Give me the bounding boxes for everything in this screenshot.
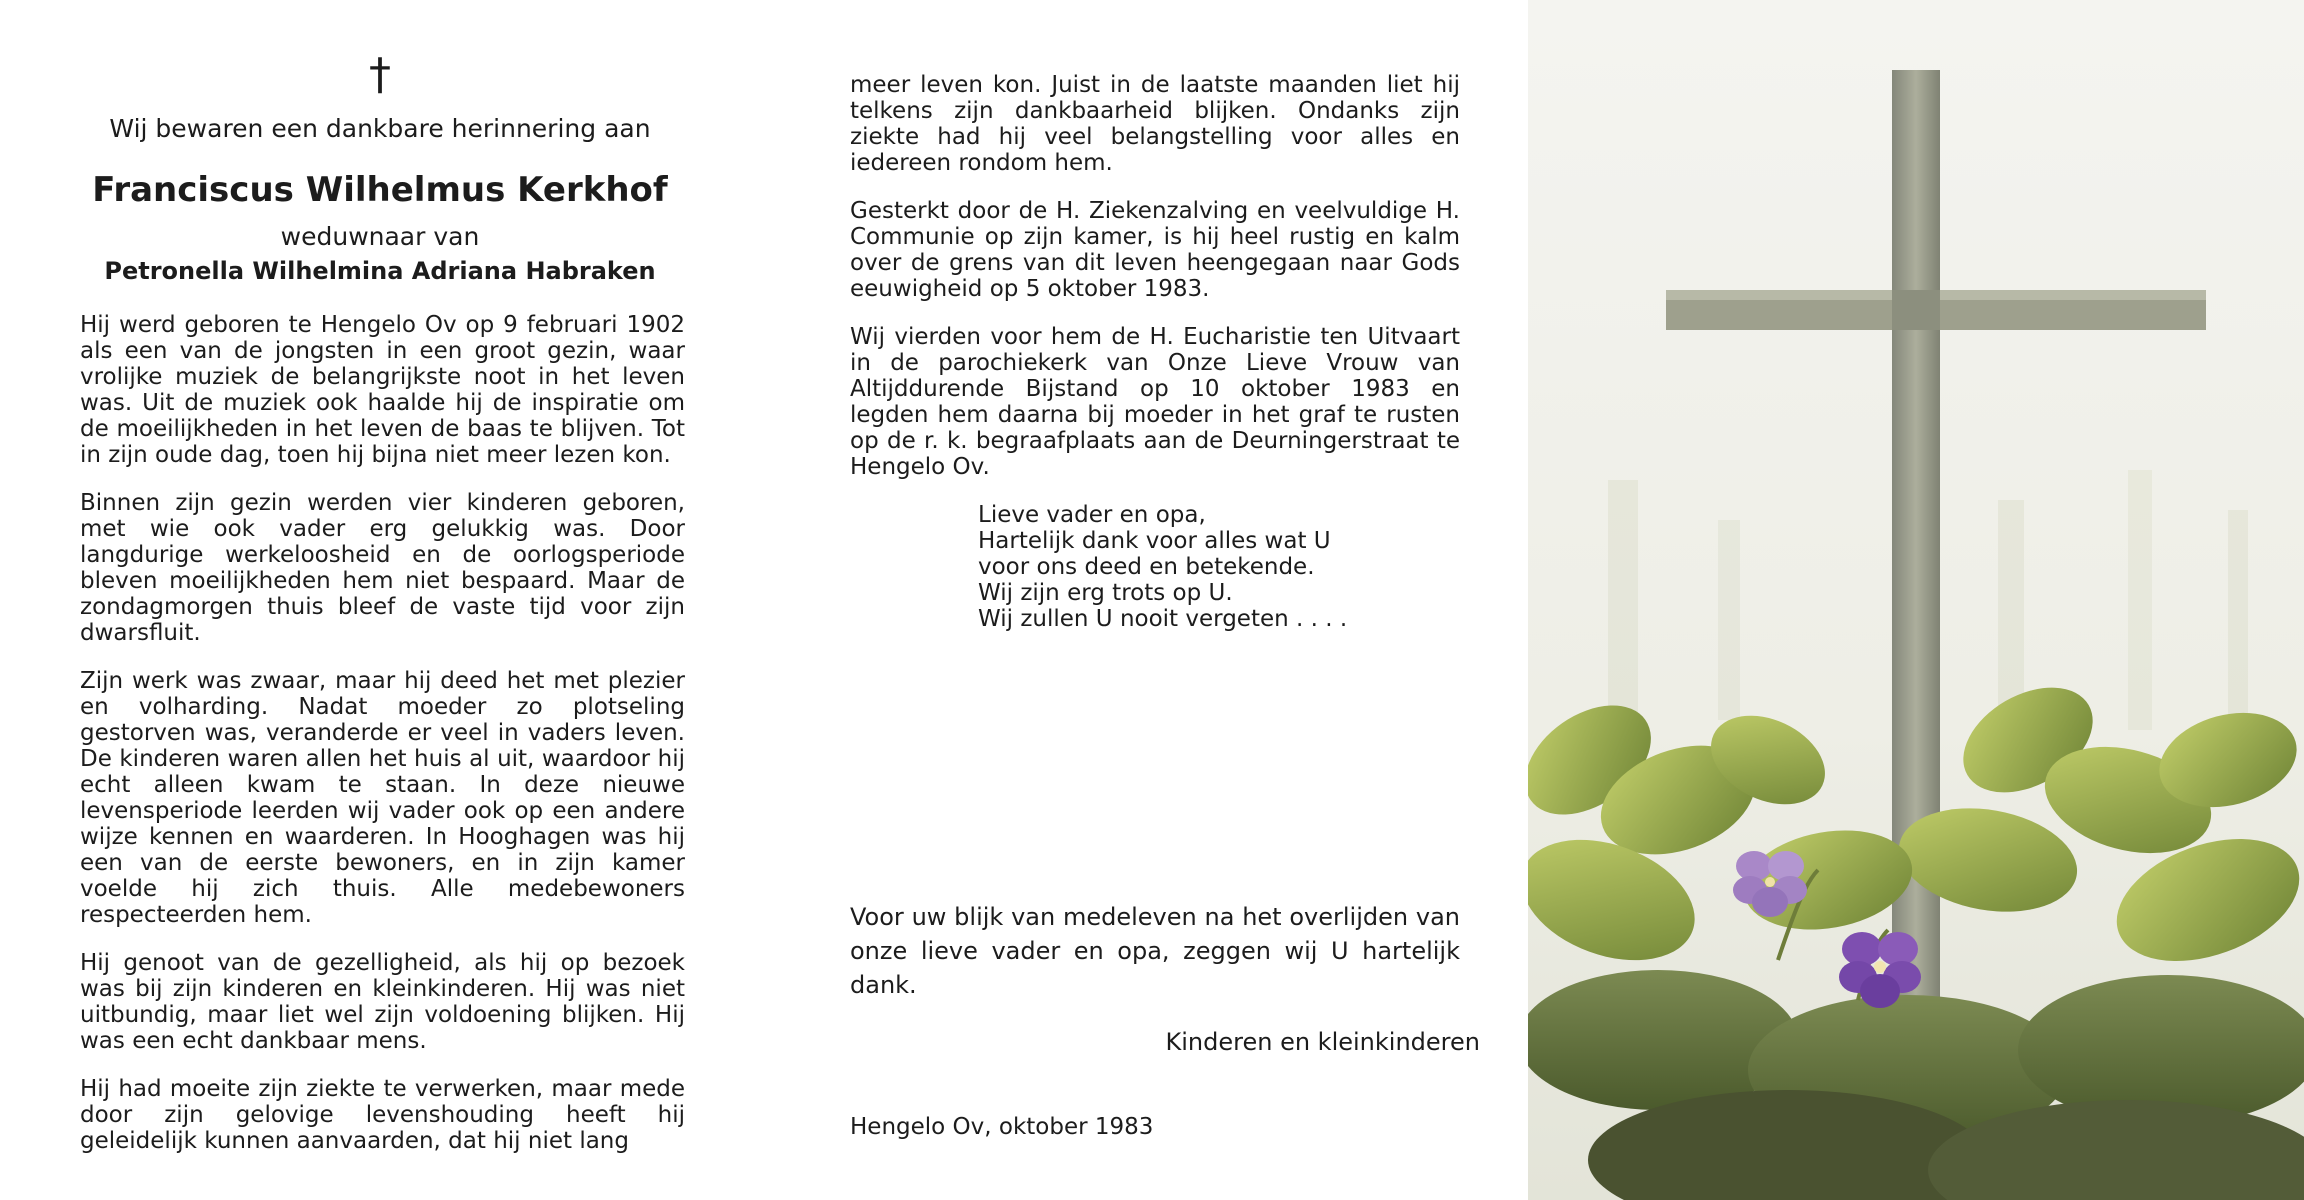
poem-line: Wij zijn erg trots op U.	[978, 580, 1233, 606]
left-column	[0, 0, 820, 1200]
signoff: Kinderen en kleinkinderen	[1165, 1028, 1480, 1056]
biography-paragraph: Gesterkt door de H. Ziekenzalving en veelvuldige H. Communie op zijn kamer, is hij heel rustig en kalm over de grens van dit leven heengegaan naar Gods eeuwigheid op 5 oktober 1983.	[850, 198, 1460, 302]
widower-label: weduwnaar van	[280, 222, 480, 251]
biography-paragraph: Binnen zijn gezin werden vier kinderen geboren, met wie ook vader erg gelukkig was. Door langdurige werkeloosheid en de oorlogsperiode bleven moeilijkheden hem niet bespaard. Maar de zondagmorgen thuis bleef de vaste tijd voor zijn dwarsfluit.	[80, 490, 685, 646]
biography-paragraph: Hij had moeite zijn ziekte te verwerken, maar mede door zijn gelovige levenshouding heeft hij geleidelijk kunnen aanvaarden, dat hij niet lang	[80, 1076, 685, 1154]
biography-paragraph: Zijn werk was zwaar, maar hij deed het met plezier en volharding. Nadat moeder zo plotseling gestorven was, veranderde er veel in vaders leven. De kinderen waren allen het huis al uit, waardoor hij echt alleen kwam te staan. In deze nieuwe levensperiode leerden wij vader ook op een andere wijze kennen en waarderen. In Hooghagen was hij een van de eerste bewoners, en in zijn kamer voelde hij zich thuis. Alle medebewoners respecteerden hem.	[80, 668, 685, 928]
intro-line: Wij bewaren een dankbare herinnering aan	[109, 114, 651, 143]
poem-line: voor ons deed en betekende.	[978, 554, 1315, 580]
cross-symbol: †	[369, 49, 391, 100]
middle-column	[820, 0, 1520, 1200]
poem	[978, 502, 1520, 632]
spouse-name: Petronella Wilhelmina Adriana Habraken	[104, 257, 656, 285]
memorial-photo	[1528, 0, 2304, 1200]
biography-paragraph: Hij genoot van de gezelligheid, als hij op bezoek was bij zijn kinderen en kleinkinderen. Hij was niet uitbundig, maar liet wel zijn voldoening blijken. Hij was een echt dankbaar mens.	[80, 950, 685, 1054]
place-date: Hengelo Ov, oktober 1983	[850, 1114, 1154, 1140]
biography-paragraph: meer leven kon. Juist in de laatste maanden liet hij telkens zijn dankbaarheid blijken. Ondanks zijn ziekte had hij veel belangstelling voor alles en iedereen rondom hem.	[850, 72, 1460, 176]
biography-paragraph: Wij vierden voor hem de H. Eucharistie ten Uitvaart in de parochiekerk van Onze Lieve Vrouw van Altijddurende Bijstand op 10 oktober 1983 en legden hem daarna bij moeder in het graf te rusten op de r. k. begraafplaats aan de Deurningerstraat te Hengelo Ov.	[850, 324, 1460, 480]
deceased-name: Franciscus Wilhelmus Kerkhof	[92, 170, 668, 210]
poem-line: Wij zullen U nooit vergeten . . . .	[978, 606, 1348, 632]
poem-line: Hartelijk dank voor alles wat U	[978, 528, 1331, 554]
poem-line: Lieve vader en opa,	[978, 502, 1206, 528]
biography-paragraph: Hij werd geboren te Hengelo Ov op 9 februari 1902 als een van de jongsten in een groot gezin, waar vrolijke muziek de belangrijkste noot in het leven was. Uit de muziek ook haalde hij de inspiratie om de moeilijkheden in het leven de baas te blijven. Tot in zijn oude dag, toen hij bijna niet meer lezen kon.	[80, 312, 685, 468]
thanks-message: Voor uw blijk van medeleven na het overlijden van onze lieve vader en opa, zeggen wij U hartelijk dank.	[850, 903, 1460, 999]
cross-with-violets-image	[1528, 0, 2304, 1200]
